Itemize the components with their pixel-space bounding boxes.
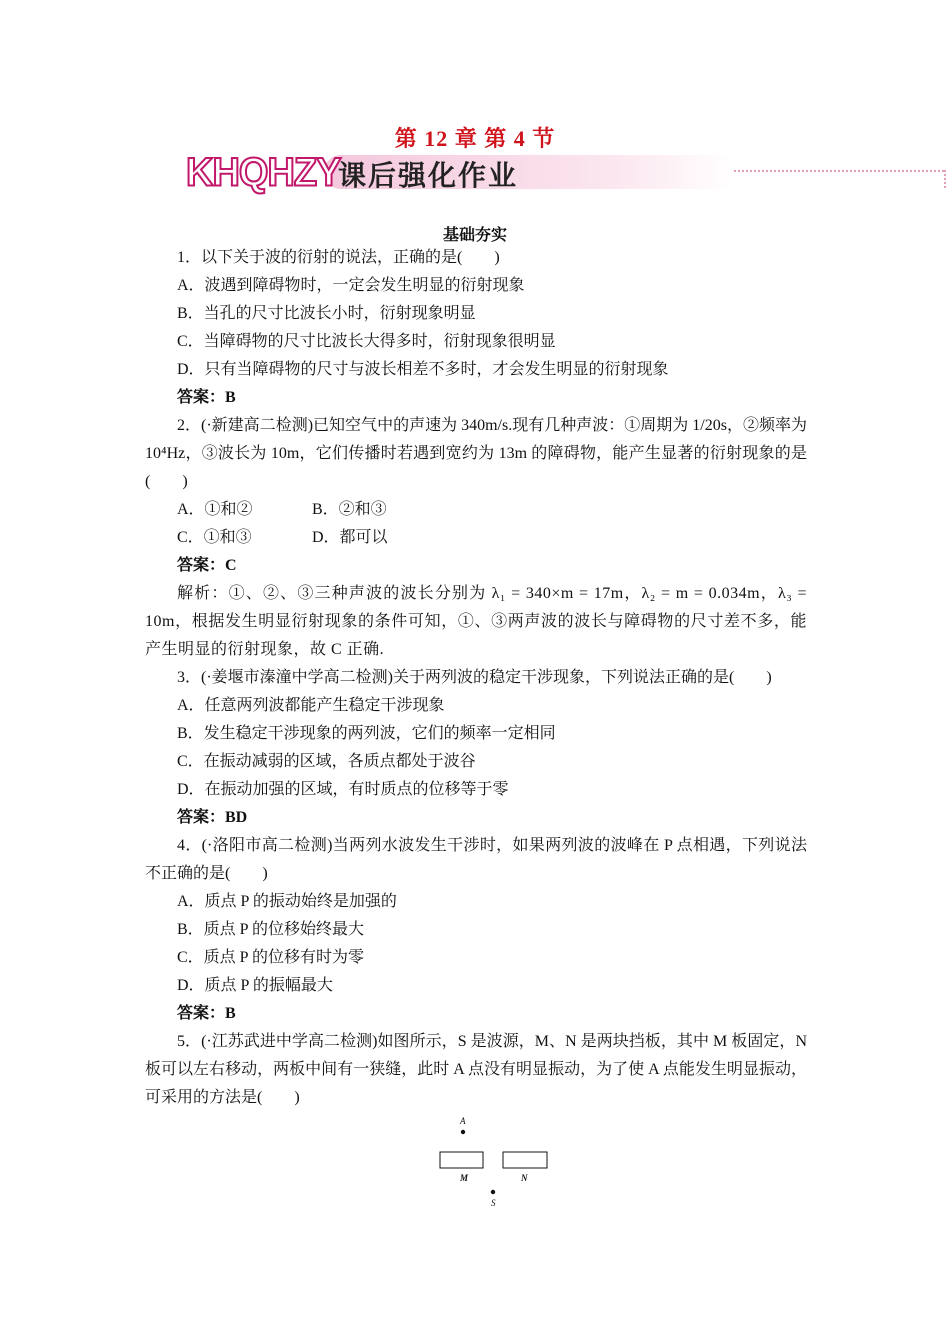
banner-logo: KHQHZY bbox=[186, 150, 341, 196]
question-4-stem: 4．(·洛阳市高二检测)当两列水波发生干涉时，如果两列波的波峰在 P 点相遇，下列说法不正确的是( ) bbox=[145, 837, 807, 882]
question-1-option-a: A．波遇到障碍物时，一定会发生明显的衍射现象 bbox=[177, 277, 525, 294]
barrier-m-label: M bbox=[460, 1173, 469, 1183]
barrier-n bbox=[503, 1152, 547, 1168]
question-2-option-c: C．①和③ bbox=[177, 529, 252, 546]
question-1-option-d: D．只有当障碍物的尺寸与波长相差不多时，才会发生明显的衍射现象 bbox=[177, 361, 669, 378]
question-1-option-b: B．当孔的尺寸比波长小时，衍射现象明显 bbox=[177, 305, 476, 322]
question-3-answer: 答案：BD bbox=[177, 809, 248, 826]
question-2-answer: 答案：C bbox=[177, 557, 237, 574]
question-2-option-d: D．都可以 bbox=[312, 529, 388, 546]
question-4-answer: 答案：B bbox=[177, 1005, 236, 1022]
question-4-option-d: D．质点 P 的振幅最大 bbox=[177, 977, 333, 994]
question-2-option-b: B．②和③ bbox=[312, 501, 387, 518]
section-title: 基础夯实 bbox=[442, 225, 507, 244]
question-3-option-b: B．发生稳定干涉现象的两列波，它们的频率一定相同 bbox=[177, 725, 556, 742]
source-s-label: S bbox=[491, 1198, 496, 1208]
barrier-n-label: N bbox=[521, 1173, 528, 1183]
question-3-option-d: D．在振动加强的区域，有时质点的位移等于零 bbox=[177, 781, 509, 798]
question-1-stem: 1．以下关于波的衍射的说法，正确的是( ) bbox=[177, 249, 500, 266]
page-title: 第 12 章 第 4 节 bbox=[394, 126, 556, 151]
point-a-label: A bbox=[460, 1116, 466, 1126]
question-3-option-c: C．在振动减弱的区域，各质点都处于波谷 bbox=[177, 753, 476, 770]
question-4-option-b: B．质点 P 的位移始终最大 bbox=[177, 921, 364, 938]
question-1-answer: 答案：B bbox=[177, 389, 236, 406]
question-2-analysis: 解析：①、②、③三种声波的波长分别为 λ₁ = 340×m = 17m，λ₂ = m = 0.034m，λ₃ = 10m，根据发生明显衍射现象的条件可知，①、③两声波的波长与障碍物的尺寸差不多，能产生明显的衍射现象，故 C 正确. bbox=[145, 585, 807, 658]
source-s-dot bbox=[491, 1190, 495, 1194]
question-2-options-row-2 bbox=[145, 524, 807, 552]
banner-dotted-line bbox=[734, 170, 944, 172]
homework-banner bbox=[186, 150, 776, 198]
question-3-stem: 3．(·姜堰市溱潼中学高二检测)关于两列波的稳定干涉现象，下列说法正确的是( ) bbox=[177, 669, 772, 686]
question-2-options-row-1 bbox=[145, 496, 807, 524]
banner-text: 课后强化作业 bbox=[338, 159, 519, 192]
question-3-option-a: A．任意两列波都能产生稳定干涉现象 bbox=[177, 697, 445, 714]
question-4-option-a: A．质点 P 的振动始终是加强的 bbox=[177, 893, 397, 910]
point-a-dot bbox=[461, 1130, 465, 1134]
question-1-option-c: C．当障碍物的尺寸比波长大得多时，衍射现象很明显 bbox=[177, 333, 556, 350]
question-4-option-c: C．质点 P 的位移有时为零 bbox=[177, 949, 364, 966]
barrier-m bbox=[440, 1152, 483, 1168]
slit-diagram bbox=[436, 1112, 556, 1212]
question-5-stem: 5．(·江苏武进中学高二检测)如图所示，S 是波源，M、N 是两块挡板，其中 M 板固定，N 板可以左右移动，两板中间有一狭缝，此时 A 点没有明显振动，为了使 A 点能发生明显振动，可采用的方法是( ) bbox=[145, 1033, 807, 1106]
question-2-option-a: A．①和② bbox=[177, 501, 253, 518]
question-2-stem: 2．(·新建高二检测)已知空气中的声速为 340m/s.现有几种声波：①周期为 1/20s，②频率为 10⁴Hz，③波长为 10m，它们传播时若遇到宽约为 13m 的障碍物，能产生显著的衍射现象的是( ) bbox=[145, 417, 807, 490]
banner-dotted-arrow bbox=[938, 170, 946, 188]
question-list bbox=[145, 244, 807, 1112]
